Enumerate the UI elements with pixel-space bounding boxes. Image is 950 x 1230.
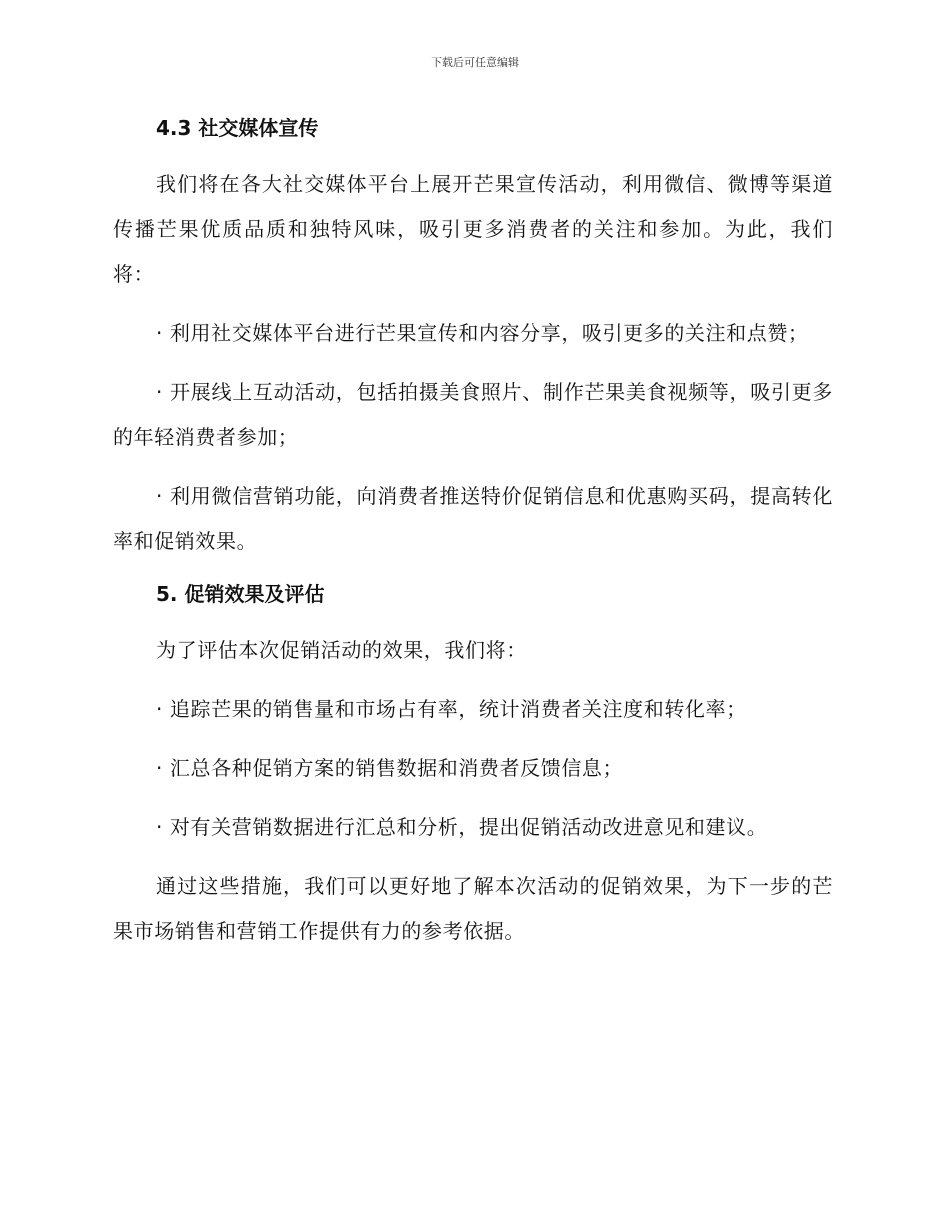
section-heading-5: 5. 促销效果及评估 (156, 582, 325, 606)
section-heading-4-3: 4.3 社交媒体宣传 (156, 116, 319, 140)
section-5-bullet-1: · 追踪芒果的销售量和市场占有率，统计消费者关注度和转化率； (156, 697, 747, 721)
section-5-bullet-2: · 汇总各种促销方案的销售数据和消费者反馈信息； (156, 756, 624, 780)
header-note: 下载后可任意编辑 (431, 56, 519, 69)
section-5-bullet-3: · 对有关营销数据进行汇总和分析，提出促销活动改进意见和建议。 (156, 815, 768, 839)
section-4-3-intro: 我们将在各大社交媒体平台上展开芒果宣传活动，利用微信、微博等渠道传播芒果优质品质和独特风味，吸引更多消费者的关注和参加。为此，我们将： (113, 172, 833, 286)
document-body (113, 112, 833, 968)
section-5-conclusion: 通过这些措施，我们可以更好地了解本次活动的促销效果，为下一步的芒果市场销售和营销工作提供有力的参考依据。 (113, 874, 833, 943)
section-5-intro: 为了评估本次促销活动的效果，我们将： (156, 638, 527, 662)
section-4-3-bullet-3: · 利用微信营销功能，向消费者推送特价促销信息和优惠购买码，提高转化率和促销效果。 (113, 484, 833, 553)
section-4-3-bullet-2: · 开展线上互动活动，包括拍摄美食照片、制作芒果美食视频等，吸引更多的年轻消费者参加； (113, 380, 833, 449)
section-4-3-bullet-1: · 利用社交媒体平台进行芒果宣传和内容分享，吸引更多的关注和点赞； (156, 321, 809, 345)
